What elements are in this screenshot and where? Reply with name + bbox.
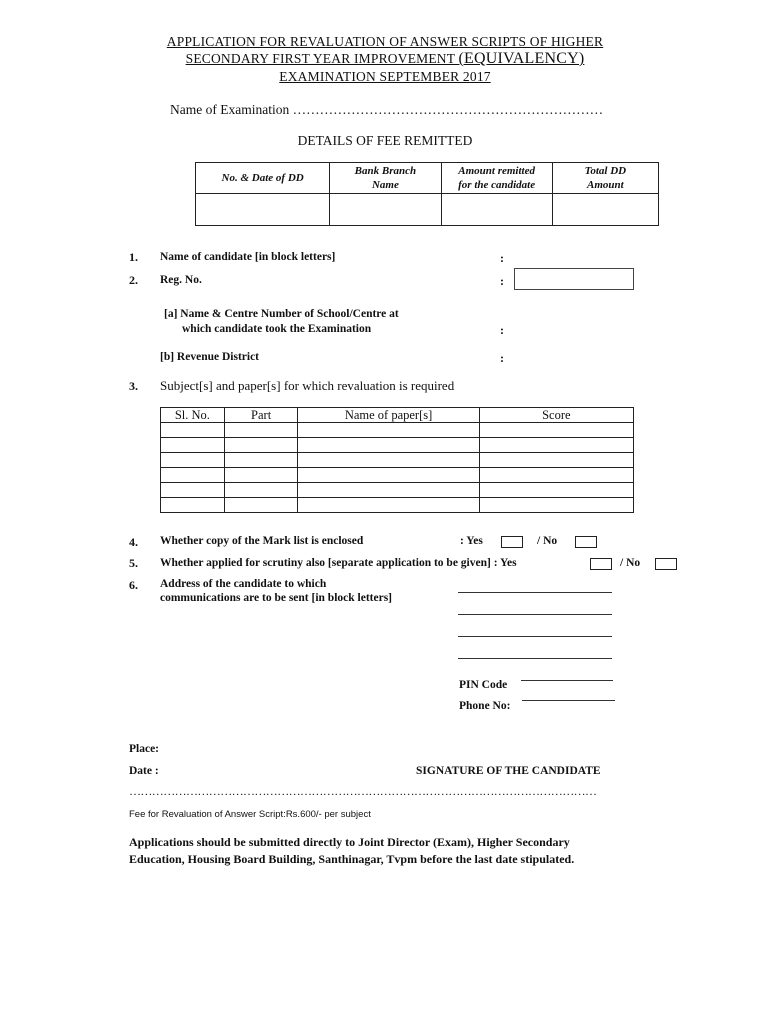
scrutiny-no-checkbox[interactable] <box>655 558 677 570</box>
table-row <box>161 498 634 513</box>
subjects-cell[interactable] <box>298 453 479 468</box>
marklist-label: Whether copy of the Mark list is enclosed <box>160 535 364 547</box>
subjects-cell[interactable] <box>479 483 633 498</box>
marklist-yes-checkbox[interactable] <box>501 536 523 548</box>
place-label: Place: <box>129 743 160 755</box>
fee-col-bank: Bank Branch Name <box>330 163 441 194</box>
subjects-cell[interactable] <box>224 438 298 453</box>
subjects-cell[interactable] <box>161 423 225 438</box>
subjects-cell[interactable] <box>161 468 225 483</box>
subjects-table <box>160 407 634 513</box>
form-title-equivalency: (EQUIVALENCY) <box>458 50 585 67</box>
fee-heading: DETAILS OF FEE REMITTED <box>297 133 473 148</box>
pin-code-label: PIN Code <box>459 679 508 691</box>
subjects-cell[interactable] <box>224 423 298 438</box>
fee-col-total: Total DD Amount <box>552 163 658 194</box>
scrutiny-yes-checkbox[interactable] <box>590 558 612 570</box>
reg-no-colon: : <box>500 274 504 288</box>
candidate-name-label: Name of candidate [in block letters] <box>160 251 336 263</box>
scrutiny-label: Whether applied for scrutiny also [separate application to be given] : Yes <box>160 557 517 569</box>
submission-line1: Applications should be submitted directly to Joint Director (Exam), Higher Secondary <box>129 835 570 849</box>
address-label-line1: Address of the candidate to which <box>160 578 327 590</box>
table-row <box>161 468 634 483</box>
phone-label: Phone No: <box>459 700 511 712</box>
fee-col-amount: Amount remitted for the candidate <box>441 163 552 194</box>
subjects-cell[interactable] <box>298 438 479 453</box>
subjects-cell[interactable] <box>479 438 633 453</box>
subjects-cell[interactable] <box>298 483 479 498</box>
exam-name-dots[interactable]: …………………………………………………………… <box>292 102 604 117</box>
form-title-line3: EXAMINATION SEPTEMBER 2017 <box>279 69 491 84</box>
subjects-cell[interactable] <box>479 423 633 438</box>
date-label: Date : <box>129 765 159 777</box>
address-line-3[interactable] <box>458 636 612 637</box>
subjects-cell[interactable] <box>224 453 298 468</box>
item-2-number: 2. <box>129 273 138 287</box>
subjects-cell[interactable] <box>161 438 225 453</box>
fee-cell-amount[interactable] <box>441 194 552 226</box>
revenue-district-label: [b] Revenue District <box>160 351 260 363</box>
phone-line[interactable] <box>522 700 615 701</box>
scrutiny-no-label: / No <box>620 557 641 569</box>
subjects-cell[interactable] <box>479 498 633 513</box>
subjects-cell[interactable] <box>161 453 225 468</box>
table-row <box>161 453 634 468</box>
subjects-cell[interactable] <box>479 468 633 483</box>
signature-label: SIGNATURE OF THE CANDIDATE <box>416 765 601 777</box>
fee-cell-dd[interactable] <box>196 194 330 226</box>
school-centre-label-line2: which candidate took the Examination <box>182 323 372 335</box>
subjects-cell[interactable] <box>161 498 225 513</box>
marklist-no-label: / No <box>537 535 558 547</box>
item-6-number: 6. <box>129 578 138 592</box>
subjects-col-paper: Name of paper[s] <box>298 408 479 423</box>
submission-line2: Education, Housing Board Building, Santhinagar, Tvpm before the last date stipulated. <box>129 852 575 866</box>
fee-table <box>195 162 659 226</box>
fee-cell-total[interactable] <box>552 194 658 226</box>
fee-col-dd: No. & Date of DD <box>196 163 330 194</box>
subjects-cell[interactable] <box>224 468 298 483</box>
subjects-cell[interactable] <box>298 423 479 438</box>
candidate-name-colon: : <box>500 251 504 265</box>
pin-code-line[interactable] <box>521 680 613 681</box>
table-row <box>161 423 634 438</box>
item-1-number: 1. <box>129 250 138 264</box>
marklist-no-checkbox[interactable] <box>575 536 597 548</box>
exam-name-row <box>170 102 603 118</box>
marklist-yes-label: : Yes <box>460 535 483 547</box>
address-line-2[interactable] <box>458 614 612 615</box>
dotted-separator: …………………………………………………………………………………………………………… <box>129 784 597 798</box>
form-title-line2-prefix: SECONDARY FIRST YEAR IMPROVEMENT <box>185 51 459 66</box>
subjects-cell[interactable] <box>298 498 479 513</box>
item-5-number: 5. <box>129 556 138 570</box>
fee-note: Fee for Revaluation of Answer Script:Rs.600/- per subject <box>129 809 371 820</box>
subjects-cell[interactable] <box>161 483 225 498</box>
subjects-cell[interactable] <box>224 483 298 498</box>
subjects-cell[interactable] <box>298 468 479 483</box>
fee-cell-bank[interactable] <box>330 194 441 226</box>
subjects-label: Subject[s] and paper[s] for which revaluation is required <box>160 378 455 393</box>
reg-no-label: Reg. No. <box>160 274 202 286</box>
exam-name-label: Name of Examination <box>170 102 293 117</box>
subjects-cell[interactable] <box>479 453 633 468</box>
item-4-number: 4. <box>129 535 138 549</box>
subjects-col-part: Part <box>224 408 298 423</box>
reg-no-input[interactable] <box>514 268 634 290</box>
school-centre-label-line1: [a] Name & Centre Number of School/Centre at <box>164 308 399 320</box>
subjects-col-slno: Sl. No. <box>161 408 225 423</box>
subjects-cell[interactable] <box>224 498 298 513</box>
school-centre-colon: : <box>500 323 504 337</box>
table-row <box>161 483 634 498</box>
subjects-col-score: Score <box>479 408 633 423</box>
revenue-district-colon: : <box>500 351 504 365</box>
table-row <box>161 438 634 453</box>
form-title-line2 <box>0 50 770 68</box>
item-3-number: 3. <box>129 379 138 393</box>
address-line-1[interactable] <box>458 592 612 593</box>
address-label-line2: communications are to be sent [in block letters] <box>160 592 392 604</box>
address-line-4[interactable] <box>458 658 612 659</box>
form-title-line1: APPLICATION FOR REVALUATION OF ANSWER SCRIPTS OF HIGHER <box>166 34 604 49</box>
